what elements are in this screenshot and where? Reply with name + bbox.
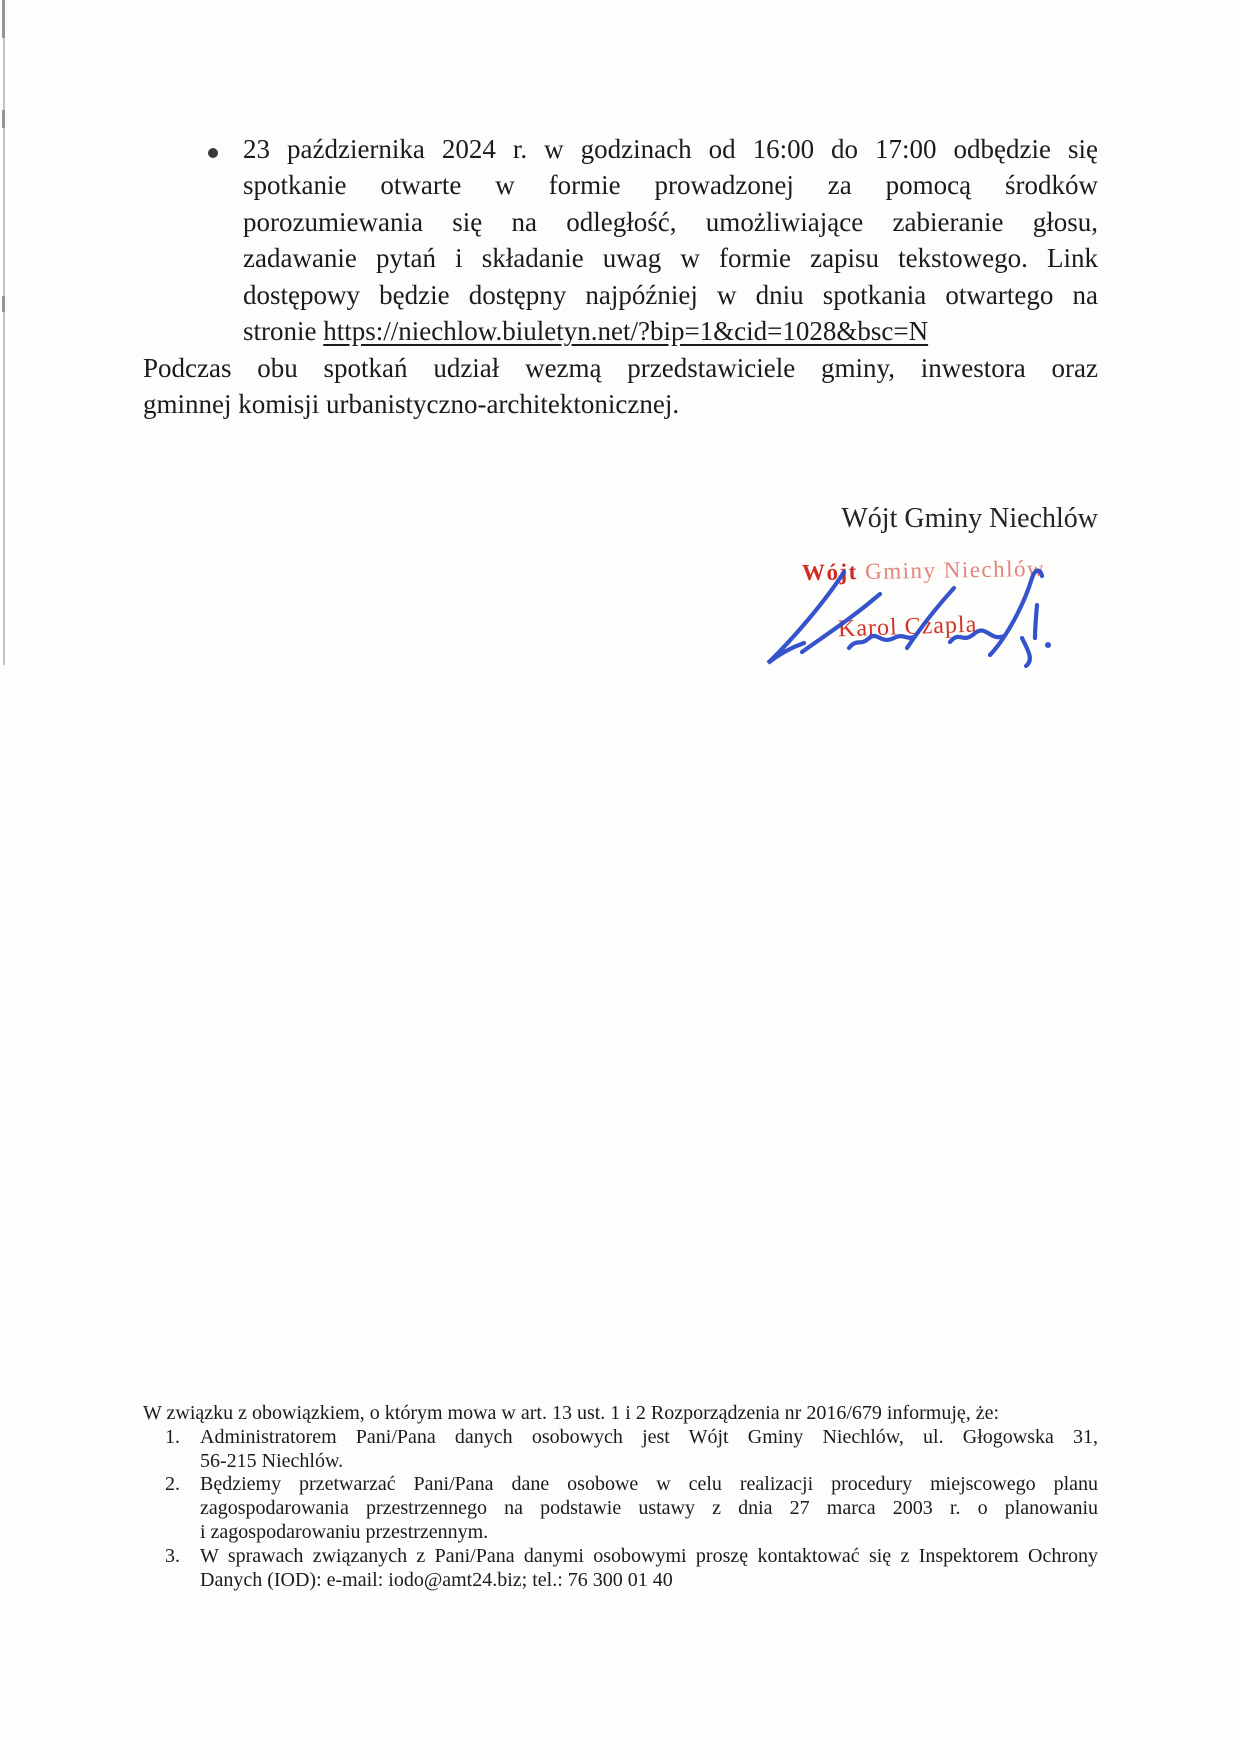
bullet-line: dostępowy będzie dostępny najpóźniej w dniu spotkania otwartego na [243, 279, 1098, 310]
footer-intro: W związku z obowiązkiem, o którym mowa w art. 13 ust. 1 i 2 Rozporządzenia nr 2016/679 informuję, że: [143, 1402, 1000, 1424]
closing-line: Podczas obu spotkań udział wezmą przedstawiciele gminy, inwestora oraz [143, 353, 1098, 383]
footer-item-number: 3. [165, 1544, 180, 1567]
closing-line: gminnej komisji urbanistyczno-architektonicznej. [143, 389, 680, 420]
footer-item-3 [143, 1545, 1098, 1593]
rodo-footer [143, 1402, 1098, 1592]
footer-item-number: 2. [165, 1473, 180, 1496]
footer-line: W sprawach związanych z Pani/Pana danymi osobowymi proszę kontaktować się z Inspektorem Ochrony [200, 1544, 1098, 1567]
scan-edge-mark [2, 110, 5, 128]
scan-edge-mark [2, 0, 5, 38]
bullet-paragraph [243, 131, 1098, 349]
footer-item-1 [143, 1426, 1098, 1474]
closing-paragraph [143, 350, 1098, 423]
stamp-name-text: Karol Czapla [837, 611, 978, 643]
bullet-line-link [243, 313, 1098, 349]
stamp-word: Gminy Niechlów [864, 555, 1046, 585]
signature-area [752, 550, 1082, 680]
footer-item-text [200, 1545, 1098, 1593]
footer-line: 56-215 Niechlów. [200, 1449, 344, 1472]
footer-line: i zagospodarowaniu przestrzennym. [200, 1520, 489, 1543]
footer-line: Administratorem Pani/Pana danych osobowych jest Wójt Gminy Niechlów, ul. Głogowska 31, [200, 1425, 1098, 1448]
bullet-line: 23 października 2024 r. w godzinach od 16:00 do 17:00 odbędzie się [243, 134, 1098, 164]
footer-item-number: 1. [165, 1425, 180, 1448]
bullet-line: spotkanie otwarte w formie prowadzonej za pomocą środków [243, 170, 1098, 201]
footer-item-2 [143, 1473, 1098, 1544]
link-prefix-text: stronie [243, 316, 324, 347]
scan-edge-line [3, 0, 5, 665]
bullet-line: porozumiewania się na odległość, umożliwiające zabieranie głosu, [243, 206, 1098, 237]
footer-item-text [200, 1426, 1098, 1474]
signer-title: Wójt Gminy Niechlów [841, 503, 1098, 534]
footer-line: zagospodarowania przestrzennego na podstawie ustawy z dnia 27 marca 2003 r. o planowaniu [200, 1497, 1098, 1520]
stamp-word: Wójt [801, 559, 859, 586]
footer-line: Danych (IOD): e-mail: iodo@amt24.biz; tel.: 76 300 01 40 [200, 1568, 673, 1591]
footer-item-text [200, 1473, 1098, 1544]
scan-edge-mark [2, 296, 5, 312]
pen-signature-icon [752, 550, 1082, 680]
bip-url-link[interactable]: https://niechlow.biuletyn.net/?bip=1&cid=1028&bsc=N [323, 316, 929, 347]
footer-line: Będziemy przetwarzać Pani/Pana dane osobowe w celu realizacji procedury miejscowego planu [200, 1473, 1098, 1496]
bullet-marker-icon [208, 148, 218, 158]
bullet-line: zadawanie pytań i składanie uwag w formie zapisu tekstowego. Link [243, 243, 1098, 274]
